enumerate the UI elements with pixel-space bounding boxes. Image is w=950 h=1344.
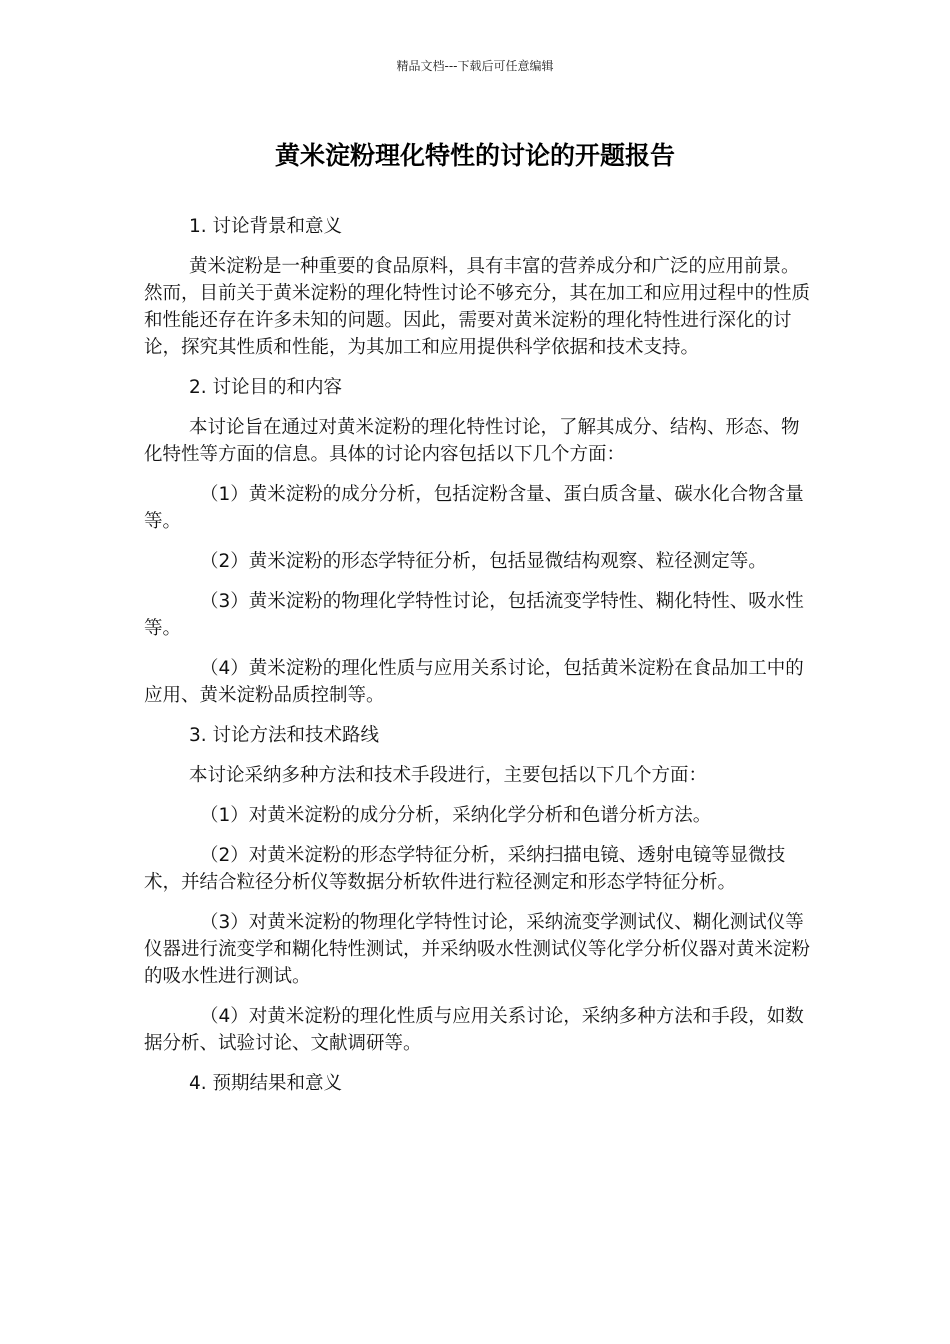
list-item: （2）黄米淀粉的形态学特征分析，包括显微结构观察、粒径测定等。 [200,551,767,572]
section-heading-3: 3. 讨论方法和技术路线 [189,725,380,746]
list-item: （1）黄米淀粉的成分分析，包括淀粉含量、蛋白质含量、碳水化合物含量等。 [144,484,804,532]
section-paragraph-2: 本讨论旨在通过对黄米淀粉的理化特性讨论，了解其成分、结构、形态、物化特性等方面的信息。具体的讨论内容包括以下几个方面： [144,417,800,465]
list-item: （3）对黄米淀粉的物理化学特性讨论，采纳流变学测试仪、糊化测试仪等仪器进行流变学和糊化特性测试，并采纳吸水性测试仪等化学分析仪器对黄米淀粉的吸水性进行测试。 [144,912,811,987]
list-item: （1）对黄米淀粉的成分分析，采纳化学分析和色谱分析方法。 [200,805,712,826]
section-heading-4: 4. 预期结果和意义 [189,1073,343,1094]
header-note: 精品文档---下载后可任意编辑 [396,59,554,73]
list-item: （4）黄米淀粉的理化性质与应用关系讨论，包括黄米淀粉在食品加工中的应用、黄米淀粉品质控制等。 [144,658,804,706]
list-item: （4）对黄米淀粉的理化性质与应用关系讨论，采纳多种方法和手段，如数据分析、试验讨论、文献调研等。 [144,1006,804,1054]
list-item: （3）黄米淀粉的物理化学特性讨论，包括流变学特性、糊化特性、吸水性等。 [144,591,804,639]
page-title: 黄米淀粉理化特性的讨论的开题报告 [274,141,675,170]
section-heading-2: 2. 讨论目的和内容 [189,377,343,398]
document-body [144,213,810,1110]
list-item: （2）对黄米淀粉的形态学特征分析，采纳扫描电镜、透射电镜等显微技术，并结合粒径分析仪等数据分析软件进行粒径测定和形态学特征分析。 [144,845,786,893]
section-paragraph-1: 黄米淀粉是一种重要的食品原料，具有丰富的营养成分和广泛的应用前景。然而，目前关于黄米淀粉的理化特性讨论不够充分，其在加工和应用过程中的性质和性能还存在许多未知的问题。因此，需要对黄米淀粉的理化特性进行深化的讨论，探究其性质和性能，为其加工和应用提供科学依据和技术支持。 [144,256,811,358]
section-heading-1: 1. 讨论背景和意义 [189,216,343,237]
section-paragraph-3: 本讨论采纳多种方法和技术手段进行，主要包括以下几个方面： [189,765,708,786]
